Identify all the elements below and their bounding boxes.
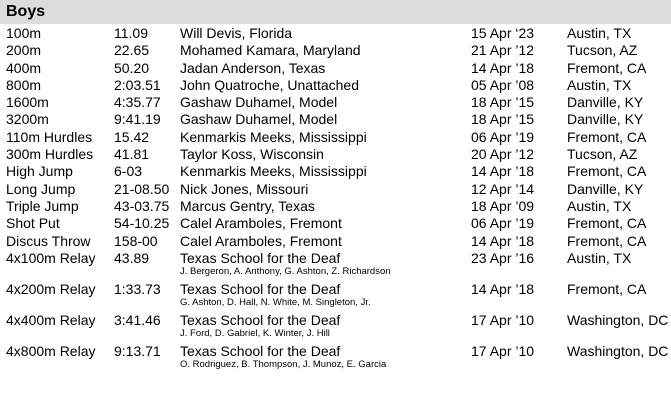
record-place: Austin, TX	[567, 76, 632, 93]
record-date: 23 Apr ’16	[471, 249, 535, 266]
record-date: 06 Apr ’19	[471, 215, 535, 232]
record-date: 21 Apr ’12	[471, 42, 535, 59]
record-date: 14 Apr ’18	[471, 280, 535, 297]
record-place: Fremont, CA	[567, 163, 647, 180]
table-row	[0, 128, 671, 145]
record-place: Danville, KY	[567, 111, 644, 128]
athlete-name: Will Devis, Florida	[180, 25, 293, 41]
relay-row	[0, 280, 671, 311]
record-date: 14 Apr ’18	[471, 163, 535, 180]
relay-row	[0, 249, 671, 280]
record-place: Washington, DC	[567, 311, 669, 328]
record-mark: 22.65	[114, 42, 150, 59]
team-name: Texas School for the Deaf	[180, 342, 341, 359]
record-date: 05 Apr ’08	[471, 76, 535, 93]
relay-members: J. Bergeron, A. Anthony, G. Ashton, Z. Richardson	[180, 265, 391, 277]
record-date: 14 Apr ’18	[471, 59, 535, 76]
table-row	[0, 197, 671, 214]
record-mark: 43.89	[114, 249, 150, 266]
record-date: 06 Apr ’19	[471, 128, 535, 145]
event-name: Shot Put	[6, 215, 60, 232]
record-date: 17 Apr ’10	[471, 311, 535, 328]
event-name: Triple Jump	[6, 197, 79, 214]
table-row	[0, 145, 671, 162]
event-name: 100m	[6, 25, 42, 41]
table-row	[0, 162, 671, 179]
record-place: Tucson, AZ	[567, 42, 638, 59]
table-row	[0, 24, 671, 41]
record-date: 14 Apr ’18	[471, 232, 535, 249]
table-row	[0, 180, 671, 197]
relay-members: O. Rodriguez, B. Thompson, J. Munoz, E. Garcia	[180, 358, 387, 370]
record-mark: 158-00	[114, 232, 158, 249]
relay-members: J. Ford, D. Gabriel, K. Winter, J. Hill	[180, 327, 330, 339]
athlete-name: Gashaw Duhamel, Model	[180, 94, 338, 111]
record-mark: 9:41.19	[114, 111, 161, 128]
record-mark: 9:13.71	[114, 342, 161, 359]
event-name: 300m Hurdles	[6, 146, 94, 163]
athlete-name: Marcus Gentry, Texas	[180, 197, 315, 214]
team-name: Texas School for the Deaf	[180, 280, 341, 297]
athlete-name: Gashaw Duhamel, Model	[180, 111, 338, 128]
event-name: 3200m	[6, 111, 49, 128]
record-date: 18 Apr ’09	[471, 197, 535, 214]
athlete-name: Kenmarkis Meeks, Mississippi	[180, 128, 367, 145]
event-name: 400m	[6, 59, 42, 76]
event-name: 200m	[6, 42, 42, 59]
event-name: 4x800m Relay	[6, 342, 96, 359]
record-date: 12 Apr ’14	[471, 180, 535, 197]
athlete-name: John Quatroche, Unattached	[180, 76, 360, 93]
table-row	[0, 214, 671, 231]
record-date: 17 Apr ’10	[471, 342, 535, 359]
record-mark: 21-08.50	[114, 180, 170, 197]
event-name: 4x100m Relay	[6, 249, 96, 266]
team-name: Texas School for the Deaf	[180, 249, 341, 266]
record-mark: 41.81	[114, 146, 150, 163]
event-name: 800m	[6, 76, 42, 93]
record-mark: 6-03	[114, 163, 143, 180]
record-date: 18 Apr ’15	[471, 111, 535, 128]
relay-members: G. Ashton, D. Hall, N. White, M. Singleton, Jr.	[180, 296, 371, 308]
record-mark: 50.20	[114, 59, 150, 76]
event-name: High Jump	[6, 163, 73, 180]
record-place: Danville, KY	[567, 180, 644, 197]
record-mark: 11.09	[114, 25, 148, 41]
record-mark: 4:35.77	[114, 94, 161, 111]
table-row	[0, 41, 671, 58]
record-place: Danville, KY	[567, 94, 644, 111]
event-name: 110m Hurdles	[6, 128, 93, 145]
table-row	[0, 232, 671, 249]
athlete-name: Nick Jones, Missouri	[180, 180, 309, 197]
record-place: Fremont, CA	[567, 59, 647, 76]
record-mark: 43-03.75	[114, 197, 170, 214]
record-place: Washington, DC	[567, 342, 669, 359]
athlete-name: Calel Aramboles, Fremont	[180, 232, 342, 249]
team-name: Texas School for the Deaf	[180, 311, 341, 328]
section-header	[0, 0, 671, 24]
record-place: Austin, TX	[567, 249, 632, 266]
record-place: Fremont, CA	[567, 215, 647, 232]
table-row	[0, 93, 671, 110]
records-table	[0, 24, 671, 373]
record-mark: 3:41.46	[114, 311, 161, 328]
section-title: Boys	[6, 3, 46, 20]
record-mark: 2:03.51	[114, 76, 161, 93]
record-date: 20 Apr ’12	[471, 146, 535, 163]
relay-row	[0, 311, 671, 342]
table-row	[0, 110, 671, 127]
record-place: Tucson, AZ	[567, 146, 638, 163]
athlete-name: Taylor Koss, Wisconsin	[180, 146, 324, 163]
record-mark: 1:33.73	[114, 280, 161, 297]
athlete-name: Calel Aramboles, Fremont	[180, 215, 342, 232]
event-name: Long Jump	[6, 180, 76, 197]
record-mark: 15.42	[114, 128, 150, 145]
record-date: 18 Apr ’15	[471, 94, 535, 111]
record-place: Fremont, CA	[567, 280, 647, 297]
relay-row	[0, 342, 671, 373]
record-mark: 54-10.25	[114, 215, 170, 232]
record-date: 15 Apr ‘23	[471, 25, 535, 41]
event-name: 4x400m Relay	[6, 311, 96, 328]
table-row	[0, 59, 671, 76]
event-name: 1600m	[6, 94, 49, 111]
table-row	[0, 76, 671, 93]
record-place: Austin, TX	[567, 25, 632, 41]
record-place: Fremont, CA	[567, 232, 647, 249]
record-place: Austin, TX	[567, 197, 632, 214]
event-name: 4x200m Relay	[6, 280, 96, 297]
event-name: Discus Throw	[6, 232, 91, 249]
athlete-name: Kenmarkis Meeks, Mississippi	[180, 163, 367, 180]
athlete-name: Mohamed Kamara, Maryland	[180, 42, 361, 59]
athlete-name: Jadan Anderson, Texas	[180, 59, 326, 76]
record-place: Fremont, CA	[567, 128, 647, 145]
